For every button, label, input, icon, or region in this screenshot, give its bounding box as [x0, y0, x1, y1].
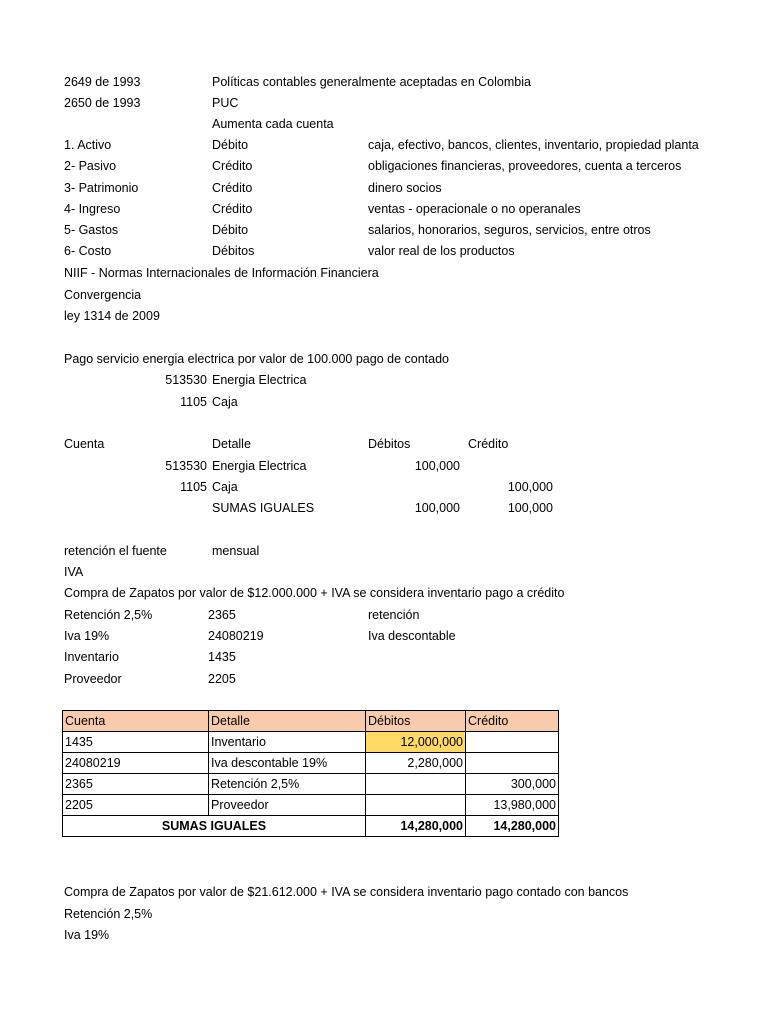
header-detalle: Detalle [212, 437, 251, 451]
row-detail: Energia Electrica [212, 459, 307, 473]
account-examples: obligaciones financieras, proveedores, cuenta a terceros [368, 159, 682, 173]
totals-credit: 100,000 [507, 501, 553, 515]
table-header-row [63, 711, 559, 732]
note-niif: NIIF - Normas Internacionales de Información Financiera [64, 266, 379, 280]
header-debitos: Débitos [368, 437, 411, 451]
retencion-period: mensual [212, 544, 260, 558]
table-row [63, 795, 559, 816]
account-code: 513530 [165, 373, 207, 387]
header-credito: Crédito [468, 437, 509, 451]
cell-debit: 12,000,000 [366, 732, 466, 753]
account-nature: Crédito [212, 159, 253, 173]
example3-title: Compra de Zapatos por valor de $21.612.000 + IVA se considera inventario pago contado con bancos [64, 885, 629, 899]
account-code: 1105 [180, 395, 207, 409]
law-desc-2: PUC [212, 96, 239, 110]
totals-label: SUMAS IGUALES [212, 501, 315, 515]
table-row [63, 753, 559, 774]
row-credit: 100,000 [507, 480, 553, 494]
account-name: 2- Pasivo [64, 159, 117, 173]
cell-detail: Iva descontable 19% [209, 753, 366, 774]
line-label: Proveedor [64, 672, 122, 686]
account-name: 4- Ingreso [64, 202, 121, 216]
cell-detail: Proveedor [209, 795, 366, 816]
account-detail: Caja [212, 395, 238, 409]
cell-debit [366, 774, 466, 795]
row-code: 513530 [165, 459, 207, 473]
account-nature: Crédito [212, 202, 253, 216]
totals-row [63, 816, 559, 837]
cell-credit: 300,000 [466, 774, 559, 795]
totals-debit: 100,000 [414, 501, 460, 515]
account-name: 6- Costo [64, 244, 112, 258]
row-debit: 100,000 [414, 459, 460, 473]
line-note: Iva descontable [368, 629, 456, 643]
account-nature: Débitos [212, 244, 255, 258]
column-header: Débitos [366, 711, 466, 732]
example1-title: Pago servicio energia electrica por valor de 100.000 pago de contado [64, 352, 449, 366]
account-examples: salarios, honorarios, seguros, servicios, entre otros [368, 223, 651, 237]
row-code: 1105 [180, 480, 207, 494]
account-name: 5- Gastos [64, 223, 119, 237]
account-detail: Energia Electrica [212, 373, 307, 387]
note-ley: ley 1314 de 2009 [64, 309, 160, 323]
row-detail: Caja [212, 480, 238, 494]
account-nature: Crédito [212, 181, 253, 195]
account-nature: Débito [212, 223, 249, 237]
line-code: 2205 [208, 672, 236, 686]
cell-credit [466, 732, 559, 753]
line-note: retención [368, 608, 420, 622]
law-desc-1: Políticas contables generalmente aceptadas en Colombia [212, 75, 531, 89]
cell-detail: Retención 2,5% [209, 774, 366, 795]
totals-debit: 14,280,000 [366, 816, 466, 837]
example3-retencion: Retención 2,5% [64, 907, 153, 921]
line-label: Retención 2,5% [64, 608, 153, 622]
retencion-label: retención el fuente [64, 544, 167, 558]
account-name: 3- Patrimonio [64, 181, 139, 195]
journal-table [62, 710, 559, 837]
column-header: Cuenta [63, 711, 209, 732]
line-code: 1435 [208, 650, 236, 664]
column-header: Crédito [466, 711, 559, 732]
law-ref-1: 2649 de 1993 [64, 75, 141, 89]
cell-debit [366, 795, 466, 816]
totals-label: SUMAS IGUALES [63, 816, 366, 837]
cell-debit: 2,280,000 [366, 753, 466, 774]
totals-credit: 14,280,000 [466, 816, 559, 837]
cell-credit: 13,980,000 [466, 795, 559, 816]
account-nature: Débito [212, 138, 249, 152]
column-header: Detalle [209, 711, 366, 732]
table-row [63, 774, 559, 795]
account-name: 1. Activo [64, 138, 112, 152]
line-code: 24080219 [208, 629, 264, 643]
cell-code: 1435 [63, 732, 209, 753]
line-code: 2365 [208, 608, 236, 622]
example3-iva: Iva 19% [64, 928, 110, 942]
cell-code: 2365 [63, 774, 209, 795]
cell-credit [466, 753, 559, 774]
header-cuenta: Cuenta [64, 437, 105, 451]
line-label: Inventario [64, 650, 119, 664]
cell-detail: Inventario [209, 732, 366, 753]
account-examples: caja, efectivo, bancos, clientes, inventario, propiedad planta [368, 138, 699, 152]
law-desc-3: Aumenta cada cuenta [212, 117, 334, 131]
law-ref-2: 2650 de 1993 [64, 96, 141, 110]
table-row [63, 732, 559, 753]
cell-code: 24080219 [63, 753, 209, 774]
account-examples: dinero socios [368, 181, 442, 195]
account-examples: ventas - operacionale o no operanales [368, 202, 581, 216]
cell-code: 2205 [63, 795, 209, 816]
iva-label: IVA [64, 565, 84, 579]
account-examples: valor real de los productos [368, 244, 515, 258]
example2-title: Compra de Zapatos por valor de $12.000.000 + IVA se considera inventario pago a crédito [64, 586, 565, 600]
line-label: Iva 19% [64, 629, 110, 643]
note-convergencia: Convergencia [64, 288, 142, 302]
